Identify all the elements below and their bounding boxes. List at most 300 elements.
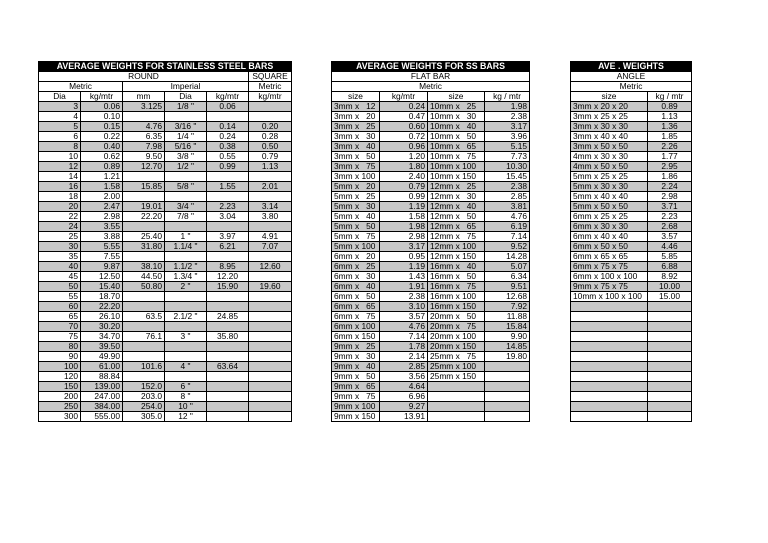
table-cell xyxy=(648,402,692,412)
table-cell: 1/2 " xyxy=(165,162,207,172)
table-row xyxy=(332,352,530,362)
table-cell: 8 xyxy=(39,142,81,152)
table-row xyxy=(332,212,530,222)
table-cell: 8.95 xyxy=(207,262,249,272)
table-row xyxy=(571,192,692,202)
table-cell: 3.97 xyxy=(207,232,249,242)
table-cell xyxy=(249,102,292,112)
table-cell xyxy=(249,192,292,202)
table-cell: 1/8 " xyxy=(165,102,207,112)
table-cell: 9mm x 100 xyxy=(332,402,380,412)
table-row xyxy=(332,412,530,422)
table-cell: 10mm x 65 xyxy=(428,142,485,152)
table-cell: 15.40 xyxy=(81,282,123,292)
table-cell: 1.86 xyxy=(648,172,692,182)
table-cell xyxy=(165,172,207,182)
table-cell: 2.47 xyxy=(81,202,123,212)
table-row xyxy=(39,352,292,362)
table-cell: 20mm x 150 xyxy=(428,342,485,352)
table-cell: 2.24 xyxy=(648,182,692,192)
table-cell xyxy=(571,332,648,342)
table-cell xyxy=(485,402,530,412)
table-cell: 0.28 xyxy=(249,132,292,142)
table-cell xyxy=(571,352,648,362)
table-row xyxy=(39,272,292,282)
table-cell: 20mm x 75 xyxy=(428,322,485,332)
table-cell: 5/16 " xyxy=(165,142,207,152)
table-cell: 3mm x 50 x 50 xyxy=(571,142,648,152)
table-cell xyxy=(249,352,292,362)
table-cell: 12 xyxy=(39,162,81,172)
table-cell: 555.00 xyxy=(81,412,123,422)
table-cell: 1.58 xyxy=(380,212,428,222)
table-cell: 6mm x 25 x 25 xyxy=(571,212,648,222)
table-cell: 3mm x 30 x 30 xyxy=(571,122,648,132)
table-cell: 7.07 xyxy=(249,242,292,252)
round-metric-label: Metric xyxy=(39,82,123,92)
table-cell xyxy=(165,342,207,352)
table-row xyxy=(332,162,530,172)
table-row xyxy=(332,262,530,272)
table-cell: 0.40 xyxy=(81,142,123,152)
angle-metric-label: Metric xyxy=(571,82,692,92)
table-cell xyxy=(571,392,648,402)
table-cell: 5mm x 25 xyxy=(332,192,380,202)
table-cell: 3.96 xyxy=(485,132,530,142)
table-cell: 12mm x 25 xyxy=(428,182,485,192)
table-cell xyxy=(249,172,292,182)
table-cell: 24 xyxy=(39,222,81,232)
round-imperial-label: Imperial xyxy=(123,82,249,92)
table-cell: 6mm x 30 xyxy=(332,272,380,282)
table-cell: 11.88 xyxy=(485,312,530,322)
table-cell: 12 " xyxy=(165,412,207,422)
table-cell xyxy=(207,252,249,262)
table-cell xyxy=(571,412,648,422)
table-cell: 5mm x 30 x 30 xyxy=(571,182,648,192)
table-cell xyxy=(648,332,692,342)
table-cell: 1.77 xyxy=(648,152,692,162)
table-row xyxy=(39,292,292,302)
table-cell: 50 xyxy=(39,282,81,292)
table-row xyxy=(571,182,692,192)
table-cell: 16mm x 150 xyxy=(428,302,485,312)
table-cell: 6.34 xyxy=(485,272,530,282)
table-cell: 3.81 xyxy=(485,202,530,212)
table-cell: 4.76 xyxy=(380,322,428,332)
table-cell: 3mm x 30 xyxy=(332,132,380,142)
table-row xyxy=(39,122,292,132)
table-cell: 5mm x 40 x 40 xyxy=(571,192,648,202)
table-row xyxy=(39,152,292,162)
table-cell: 9mm x 40 xyxy=(332,362,380,372)
table-cell: 12.20 xyxy=(207,272,249,282)
table-cell xyxy=(165,112,207,122)
table-cell xyxy=(123,172,165,182)
table-cell xyxy=(123,222,165,232)
square-label: SQUARE xyxy=(249,72,292,82)
table-cell: 38.10 xyxy=(123,262,165,272)
table-cell: 20 xyxy=(39,202,81,212)
table-cell: 6 xyxy=(39,132,81,142)
table-cell: 24.85 xyxy=(207,312,249,322)
table-cell: 0.72 xyxy=(380,132,428,142)
table-cell: 8.92 xyxy=(648,272,692,282)
table-row xyxy=(571,262,692,272)
table-row xyxy=(332,172,530,182)
table-cell xyxy=(648,302,692,312)
table-cell: 6 " xyxy=(165,382,207,392)
table-cell: 63.5 xyxy=(123,312,165,322)
table-cell: 16mm x 50 xyxy=(428,272,485,282)
table-row xyxy=(332,192,530,202)
table-cell: 70 xyxy=(39,322,81,332)
table-cell: 13.91 xyxy=(380,412,428,422)
table-row xyxy=(571,152,692,162)
table-row xyxy=(332,272,530,282)
table-cell xyxy=(249,402,292,412)
table-row xyxy=(39,242,292,252)
table-cell: 300 xyxy=(39,412,81,422)
table-cell xyxy=(207,292,249,302)
table-cell: 254.0 xyxy=(123,402,165,412)
table-cell: 10mm x 40 xyxy=(428,122,485,132)
table-cell: 3mm x 25 xyxy=(332,122,380,132)
table-cell: 6mm x 65 xyxy=(332,302,380,312)
table-cell: 0.06 xyxy=(207,102,249,112)
table-row xyxy=(571,342,692,352)
table-cell: 1/4 " xyxy=(165,132,207,142)
table-cell: 0.24 xyxy=(207,132,249,142)
table-cell: 9.87 xyxy=(81,262,123,272)
table-cell: 1.19 xyxy=(380,262,428,272)
table-cell: 120 xyxy=(39,372,81,382)
table-row xyxy=(39,112,292,122)
table-row xyxy=(571,222,692,232)
table-cell: 2.85 xyxy=(485,192,530,202)
table-row xyxy=(332,302,530,312)
table-cell xyxy=(123,192,165,202)
table-cell: 9.52 xyxy=(485,242,530,252)
table-cell: 6mm x 25 xyxy=(332,262,380,272)
table-cell: 1 " xyxy=(165,232,207,242)
table-cell: 10 xyxy=(39,152,81,162)
table-cell xyxy=(249,332,292,342)
table-cell: 8 " xyxy=(165,392,207,402)
table-cell: 1.1/4 " xyxy=(165,242,207,252)
table-row xyxy=(332,332,530,342)
table-cell xyxy=(428,402,485,412)
table-cell: 31.80 xyxy=(123,242,165,252)
table-cell: 25mm x 75 xyxy=(428,352,485,362)
table-cell: 6mm x 40 xyxy=(332,282,380,292)
table-cell: 3.17 xyxy=(485,122,530,132)
table-cell: 10.30 xyxy=(485,162,530,172)
table-cell: 10mm x 30 xyxy=(428,112,485,122)
table-row xyxy=(571,102,692,112)
table-row xyxy=(571,372,692,382)
table-cell: 3.71 xyxy=(648,202,692,212)
table-cell: 0.96 xyxy=(380,142,428,152)
table-cell xyxy=(571,312,648,322)
table-cell: 9mm x 65 xyxy=(332,382,380,392)
table-cell: 5mm x 50 xyxy=(332,222,380,232)
table-cell xyxy=(165,292,207,302)
table-cell: 3.17 xyxy=(380,242,428,252)
table-cell xyxy=(648,372,692,382)
table-cell xyxy=(428,392,485,402)
col-header: kg/mtr xyxy=(207,92,249,102)
table-cell: 12mm x 75 xyxy=(428,232,485,242)
table-row xyxy=(332,392,530,402)
table-cell: 1.91 xyxy=(380,282,428,292)
flat-table-title: AVERAGE WEIGHTS FOR SS BARS xyxy=(332,62,530,72)
table-cell: 49.90 xyxy=(81,352,123,362)
table-cell: 203.0 xyxy=(123,392,165,402)
table-cell: 3mm x 100 xyxy=(332,172,380,182)
table-cell: 6.21 xyxy=(207,242,249,252)
table-cell xyxy=(165,372,207,382)
col-header: size xyxy=(571,92,648,102)
table-row xyxy=(571,132,692,142)
table-cell: 2.1/2 " xyxy=(165,312,207,322)
table-cell: 5mm x 50 x 50 xyxy=(571,202,648,212)
table-cell: 2.01 xyxy=(249,182,292,192)
table-cell: 0.79 xyxy=(380,182,428,192)
square-metric-label: Metric xyxy=(249,82,292,92)
table-cell: 3mm x 25 x 25 xyxy=(571,112,648,122)
table-row xyxy=(39,182,292,192)
table-cell: 6mm x 40 x 40 xyxy=(571,232,648,242)
table-cell: 16mm x 75 xyxy=(428,282,485,292)
table-cell: 10mm x 25 xyxy=(428,102,485,112)
table-cell: 6.19 xyxy=(485,222,530,232)
table-row xyxy=(332,182,530,192)
table-cell: 63.64 xyxy=(207,362,249,372)
table-cell: 12mm x 30 xyxy=(428,192,485,202)
table-cell: 3/4 " xyxy=(165,202,207,212)
table-cell: 65 xyxy=(39,312,81,322)
table-row xyxy=(332,382,530,392)
table-row xyxy=(39,412,292,422)
table-row xyxy=(39,212,292,222)
table-cell: 26.10 xyxy=(81,312,123,322)
table-cell: 60 xyxy=(39,302,81,312)
table-cell: 4 xyxy=(39,112,81,122)
table-cell: 15.00 xyxy=(648,292,692,302)
table-cell: 4.76 xyxy=(123,122,165,132)
table-cell: 5.07 xyxy=(485,262,530,272)
table-cell: 5 xyxy=(39,122,81,132)
table-cell: 90 xyxy=(39,352,81,362)
table-cell: 75 xyxy=(39,332,81,342)
table-cell: 20mm x 50 xyxy=(428,312,485,322)
table-cell: 4.76 xyxy=(485,212,530,222)
table-cell: 4 " xyxy=(165,362,207,372)
table-row xyxy=(39,372,292,382)
table-cell: 30.20 xyxy=(81,322,123,332)
table-cell: 1.19 xyxy=(380,202,428,212)
table-cell: 12.70 xyxy=(123,162,165,172)
table-cell: 7.98 xyxy=(123,142,165,152)
table-cell: 0.15 xyxy=(81,122,123,132)
table-cell xyxy=(249,382,292,392)
table-cell xyxy=(207,372,249,382)
table-cell: 1.98 xyxy=(380,222,428,232)
table-cell: 44.50 xyxy=(123,272,165,282)
table-cell: 10mm x 100 x 100 xyxy=(571,292,648,302)
table-row xyxy=(332,322,530,332)
table-cell: 0.89 xyxy=(648,102,692,112)
table-row xyxy=(571,272,692,282)
table-cell: 61.00 xyxy=(81,362,123,372)
table-cell: 45 xyxy=(39,272,81,282)
table-cell xyxy=(648,312,692,322)
table-cell: 12mm x 65 xyxy=(428,222,485,232)
table-cell xyxy=(123,302,165,312)
table-cell: 2.23 xyxy=(207,202,249,212)
table-cell: 9mm x 50 xyxy=(332,372,380,382)
table-cell: 1.55 xyxy=(207,182,249,192)
flat-bar-label: FLAT BAR xyxy=(332,72,530,82)
table-cell xyxy=(249,392,292,402)
table-row xyxy=(332,312,530,322)
table-row xyxy=(571,162,692,172)
table-row xyxy=(571,242,692,252)
table-cell: 10 " xyxy=(165,402,207,412)
table-cell xyxy=(249,252,292,262)
table-cell: 1.13 xyxy=(648,112,692,122)
table-cell: 1.98 xyxy=(485,102,530,112)
col-header: Dia xyxy=(165,92,207,102)
table-cell: 0.79 xyxy=(249,152,292,162)
table-cell: 6mm x 100 xyxy=(332,322,380,332)
table-cell: 7.73 xyxy=(485,152,530,162)
table-cell: 12mm x 100 xyxy=(428,242,485,252)
table-cell: 1.20 xyxy=(380,152,428,162)
table-row xyxy=(571,292,692,302)
table-cell: 25.40 xyxy=(123,232,165,242)
table-cell: 4mm x 50 x 50 xyxy=(571,162,648,172)
table-cell: 0.60 xyxy=(380,122,428,132)
table-cell: 14.28 xyxy=(485,252,530,262)
table-cell: 0.62 xyxy=(81,152,123,162)
table-cell: 9.27 xyxy=(380,402,428,412)
table-cell: 18 xyxy=(39,192,81,202)
table-cell: 3.57 xyxy=(380,312,428,322)
table-cell: 15.85 xyxy=(123,182,165,192)
table-cell xyxy=(123,372,165,382)
table-cell: 3.88 xyxy=(81,232,123,242)
table-cell: 6.96 xyxy=(380,392,428,402)
table-cell: 10mm x 100 xyxy=(428,162,485,172)
table-row xyxy=(39,322,292,332)
table-cell: 25 xyxy=(39,232,81,242)
table-cell xyxy=(249,372,292,382)
table-row xyxy=(39,282,292,292)
table-cell xyxy=(571,372,648,382)
table-cell xyxy=(123,252,165,262)
table-cell: 6mm x 75 xyxy=(332,312,380,322)
round-label: ROUND xyxy=(39,72,249,82)
table-cell xyxy=(207,392,249,402)
table-cell xyxy=(249,342,292,352)
table-cell xyxy=(249,112,292,122)
table-cell xyxy=(485,362,530,372)
table-cell: 88.84 xyxy=(81,372,123,382)
table-cell xyxy=(648,412,692,422)
table-cell: 3 xyxy=(39,102,81,112)
table-row xyxy=(39,162,292,172)
table-cell: 0.10 xyxy=(81,112,123,122)
table-cell xyxy=(207,412,249,422)
table-cell: 5mm x 30 xyxy=(332,202,380,212)
table-cell: 2.98 xyxy=(81,212,123,222)
table-cell: 22.20 xyxy=(81,302,123,312)
table-cell: 4.91 xyxy=(249,232,292,242)
table-cell: 25mm x 100 xyxy=(428,362,485,372)
table-cell: 3mm x 40 xyxy=(332,142,380,152)
table-row xyxy=(39,202,292,212)
table-cell: 1.13 xyxy=(249,162,292,172)
table-cell: 76.1 xyxy=(123,332,165,342)
table-cell xyxy=(165,302,207,312)
table-row xyxy=(571,212,692,222)
table-cell: 2.95 xyxy=(648,162,692,172)
table-cell: 3.04 xyxy=(207,212,249,222)
table-cell: 1.21 xyxy=(81,172,123,182)
table-cell xyxy=(571,362,648,372)
table-cell: 15.90 xyxy=(207,282,249,292)
table-row xyxy=(39,192,292,202)
table-row xyxy=(571,232,692,242)
table-cell xyxy=(249,362,292,372)
table-row xyxy=(571,322,692,332)
table-cell: 80 xyxy=(39,342,81,352)
col-header: mm xyxy=(123,92,165,102)
table-cell: 10mm x 75 xyxy=(428,152,485,162)
table-cell: 4mm x 30 x 30 xyxy=(571,152,648,162)
flat-metric-label: Metric xyxy=(332,82,530,92)
table-cell: 40 xyxy=(39,262,81,272)
table-cell xyxy=(485,412,530,422)
table-cell xyxy=(249,302,292,312)
table-cell xyxy=(428,382,485,392)
table-row xyxy=(39,342,292,352)
table-cell xyxy=(165,222,207,232)
table-cell xyxy=(571,322,648,332)
table-row xyxy=(39,262,292,272)
table-cell: 12.50 xyxy=(81,272,123,282)
table-cell xyxy=(249,292,292,302)
table-cell: 22.20 xyxy=(123,212,165,222)
table-cell: 0.50 xyxy=(249,142,292,152)
table-cell xyxy=(648,382,692,392)
table-cell: 3.55 xyxy=(81,222,123,232)
table-row xyxy=(571,252,692,262)
table-cell: 2.98 xyxy=(648,192,692,202)
table-cell: 16mm x 100 xyxy=(428,292,485,302)
table-cell: 5mm x 20 xyxy=(332,182,380,192)
table-cell: 2.38 xyxy=(380,292,428,302)
table-cell: 2.23 xyxy=(648,212,692,222)
col-header: kg/mtr xyxy=(81,92,123,102)
table-cell: 0.24 xyxy=(380,102,428,112)
table-cell: 9mm x 75 x 75 xyxy=(571,282,648,292)
table-cell: 12.60 xyxy=(249,262,292,272)
table-cell: 39.50 xyxy=(81,342,123,352)
table-cell: 9.51 xyxy=(485,282,530,292)
